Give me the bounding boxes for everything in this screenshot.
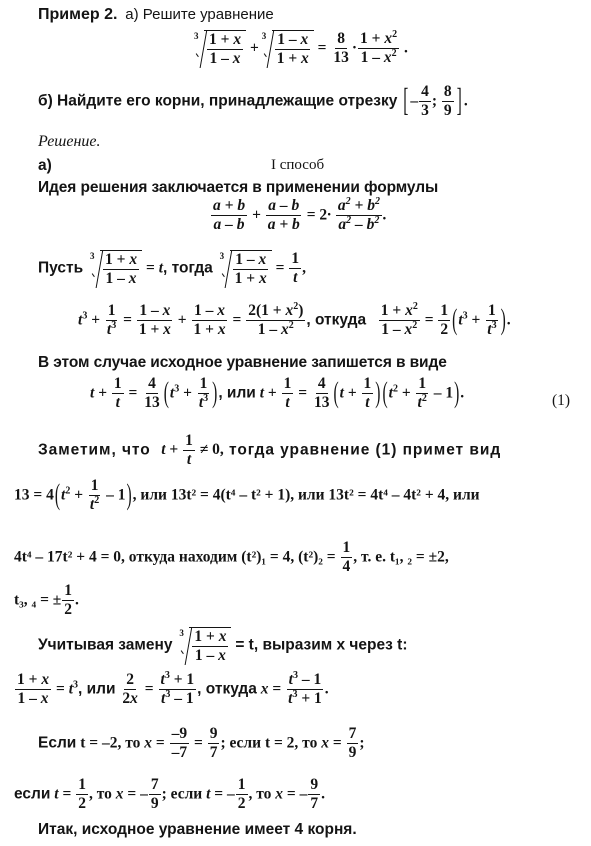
substitution-before: Учитывая замену xyxy=(38,636,173,654)
solution-label: Решение. xyxy=(38,133,101,150)
let-text: Пусть xyxy=(38,259,84,277)
line13-lhs: 13 = 4 xyxy=(14,486,54,504)
cube-sum-line: $t^3$ + $\frac{1}{t^3}$ = $\frac{1 - x}{1 + x}$ + $\frac{1 - x}{1 + x}$ = $\frac{2(1 + x^2)}{1 - x^2}$ , откуда $\frac{1 + x^2}{1 - x^2}$ = $\frac{1}{2}$ ($t^3$ + $\frac{1}{t^3}$ ). xyxy=(78,301,511,339)
line13-rest: , или 13t² = 4(t⁴ – t² + 1), или 13t² = 4t⁴ – 4t² + 4, или xyxy=(132,486,480,504)
compute-or: , или xyxy=(78,680,116,698)
part-b-line: б) Найдите его корни, принадлежащие отрезку [ – $\frac{4}{3}$ ; $\frac{8}{9}$ ] . xyxy=(38,83,468,120)
note-after: тогда уравнение (1) примет вид xyxy=(229,441,502,459)
case2-line: если t = $\frac{1}{2}$ , то x = – $\frac{7}{9}$ ; если t = – $\frac{1}{2}$ , то x = – $\frac{9}{7}$ . xyxy=(14,776,326,813)
compute-whence: , откуда xyxy=(197,680,257,698)
then-text: , тогда xyxy=(163,259,213,277)
equation-number: (1) xyxy=(552,392,571,409)
case2-mid: ; если xyxy=(161,785,203,803)
line-13: $13 = 4(t^2$ + $\frac{1}{t^2}$ – 1), или 13t² = 4(t⁴ – t² + 1), или 13t² = 4t⁴ – 4t² + 4, или xyxy=(14,477,480,514)
case1-mid: ; если xyxy=(220,734,262,752)
case1-line: Если t = –2, то x = $\frac{-9}{-7}$ = $\frac{9}{7}$ ; если t = 2, то x = $\frac{7}{9}$ ; xyxy=(38,725,365,762)
case2-then-2: , то xyxy=(248,785,272,803)
idea-text: Идея решения заключается в применении формулы xyxy=(38,179,439,196)
t34-label: t₃, ₄ = ± xyxy=(14,591,62,609)
case2-then-1: , то xyxy=(88,785,112,803)
quartic-t12: t₁, ₂ = ±2, xyxy=(389,548,449,566)
quartic-root2-pre: (t²)₂ = xyxy=(298,548,336,566)
quartic-line: 4t⁴ – 17t² + 4 = 0, откуда находим (t²)₁ = 4, (t²)₂ = $\frac{1}{4}$ , т. е. t₁, ₂ = ±2, xyxy=(14,539,449,576)
case1-t2: t = 2, то xyxy=(264,734,318,752)
quartic-root1: (t²)₁ = 4, xyxy=(241,548,295,566)
conclusion: Итак, исходное уравнение имеет 4 корня. xyxy=(38,821,357,838)
case-text: В этом случае исходное уравнение запишется в виде xyxy=(38,354,447,371)
substitution-line: Учитывая замену 3 $\frac{1 + x}{1 - x}$ = t, выразим x через t: xyxy=(38,628,408,665)
whence-text: , откуда xyxy=(306,311,367,329)
case1-t1: t = –2, то xyxy=(80,734,141,752)
t34-line: t₃, ₄ = ± $\frac{1}{2}$ . xyxy=(14,582,79,619)
method-title: I способ xyxy=(271,157,325,173)
compute-x-line: $\frac{1 + x}{1 - x}$ = $t^3$, или $\frac{2}{2x}$ = $\frac{t^3 + 1}{t^3 - 1}$ , откуда x = $\frac{t^3 - 1}{t^3 + 1}$ . xyxy=(17,670,329,708)
case1-if: Если xyxy=(38,734,77,752)
case2-if: если xyxy=(14,785,51,803)
quartic-ie: , т. е. xyxy=(353,548,386,566)
equation-1-line: t + $\frac{1}{t}$ = $\frac{4}{13}$ ($t^3$ + $\frac{1}{t^3}$ ), или t + $\frac{1}{t}$ = $\frac{4}{13}$ (t + $\frac{1}{t}$ ) ($t^2$ + $\frac{1}{t^2}$ – 1). xyxy=(90,375,465,412)
part-b-text: б) Найдите его корни, принадлежащие отрезку xyxy=(38,92,398,110)
note-before: Заметим, что xyxy=(38,441,151,459)
formula: $\frac{a + b}{a - b}$ + $\frac{a - b}{a + b}$ = 2· $\frac{a^2 + b^2}{a^2 - b^2}$ . xyxy=(213,196,387,234)
example-heading: Пример 2. xyxy=(38,6,118,23)
quartic-eq: 4t⁴ – 17t² + 4 = 0, откуда находим xyxy=(14,548,238,566)
part-a-label: а) Решите уравнение xyxy=(125,6,274,23)
method-a-label: а) xyxy=(38,157,52,174)
substitution-after: = t, выразим x через t: xyxy=(235,636,408,654)
note-line: Заметим, что t + $\frac{1}{t}$ ≠ 0, тогда уравнение (1) примет вид xyxy=(38,432,502,469)
let-line: Пусть 3 $\frac{1 + x}{1 - x}$ = t, тогда 3 $\frac{1 - x}{1 + x}$ = $\frac{1}{t}$ , xyxy=(38,250,306,288)
example-heading-line xyxy=(38,7,274,23)
or-text: , или xyxy=(218,384,256,402)
main-equation: 3 $\frac{1 + x}{1 - x}$ + 3 $\frac{1 - x}{1 + x}$ = $\frac{8}{13}$ · $\frac{1 + x^2}{1 - x^2}$ . xyxy=(194,29,408,68)
